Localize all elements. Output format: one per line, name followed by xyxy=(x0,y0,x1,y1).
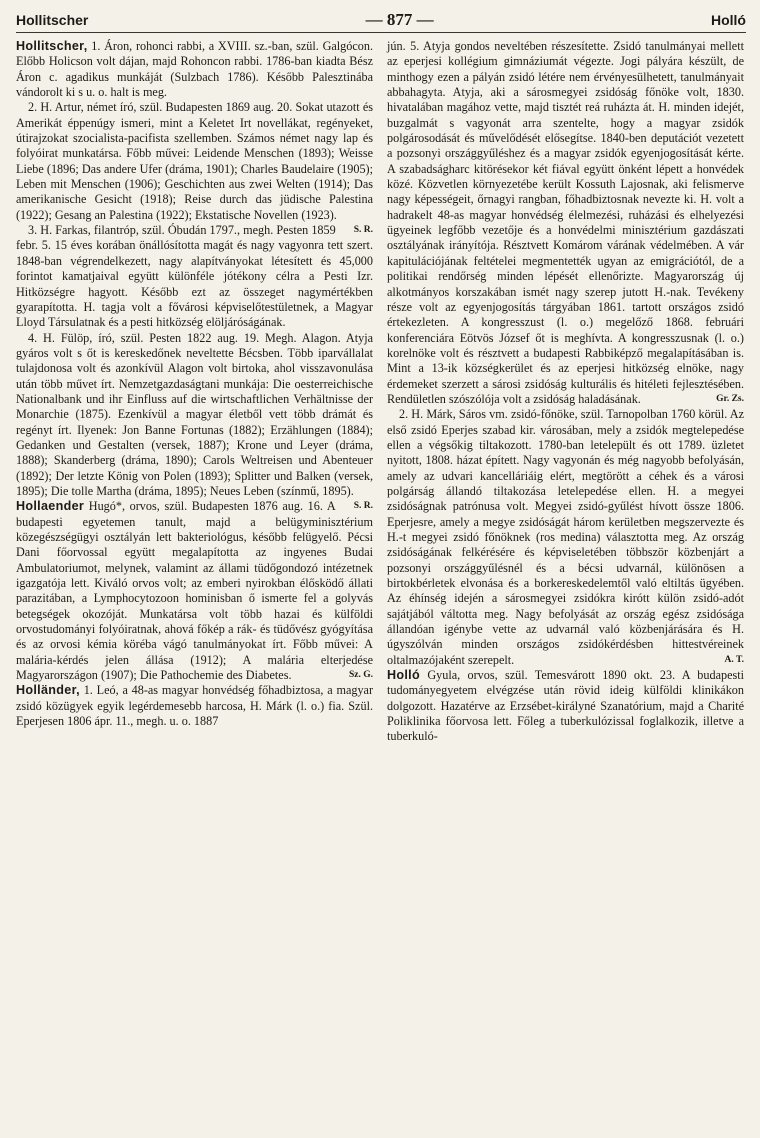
entry-headword: Hollitscher, xyxy=(16,39,88,53)
dictionary-entry xyxy=(16,39,373,100)
right-column xyxy=(387,39,744,745)
author-signature: Sz. G. xyxy=(348,670,373,681)
entry-headword: Holländer, xyxy=(16,683,80,698)
dictionary-entry xyxy=(16,683,373,729)
entry-text: jún. 5. Atyja gondos neveltében részesítette. Zsidó tanulmányai mellett az eperjesi kollégium gimnáziumát végezte. Jogi pályára készült, de minthogy ezen a pályán zsidó létére nem érvényesülhetett, tanulmányait abbahagyta. Atyja, aki a sárosmegyei zsidóság főnöke volt, 1830. hivatalában magához vette, majd tisztét reá ruházta át. H. minden idejét, buzgalmát s vagyonát arra szentelte, hogy a magyar zsidók polgárosodását és művelődését elősegítse. 1840-ben deputációt vezetett a pozsonyi országgyűléshez és a magyar zsidók egyenjogosítását kérte. A szabadságharc kitörésekor két fiával együtt önként lépett a honvédek közé. Közvetlen környezetébe került Kossuth Lajosnak, aki felismerve nagy képességeit, őrnagyi rangban, főhadbiztosnak nevezte ki. H. volt a hadrakelt 48-as magyar honvédség élelmezési, ruházási és elhelyezési ügyeinek legfőbb vezetője és a honvédelmi minisztérium gazdászati osztályának irányítója. Résztvett Komárom várának védelmében. A vár kapitulációjának feltételei megmentették ugyan az emigrációtól, de a politikai rendőrség minden lépését ellenőrizte. Magyarország új alkotmányos korszakában ismét nagy szerep jutott H.-nak. Tevékeny része volt az egyenjogosítás tárgyában 1861. tartott országos zsidó értekezleten. A kongresszust (l. o.) megelőző 1868. februári konferenciára Eötvös József őt is meghívta. A kongresszusnak (l. o.) korelnöke volt és résztvett a budapesti Rabbiképző megalapításában is. Mint a 13-ik községkerület és az eperjesi hitközség elnöke, nagy érdemeket szerzett a sárosi zsidóság kulturális és hitéleti fejlesztésében. Rendületlen szószólója volt a zsidóság haladásának. xyxy=(387,39,744,406)
header-left-guideword: Hollitscher xyxy=(16,12,89,28)
entry-text: 4. H. Fülöp, író, szül. Pesten 1822 aug. 19. Megh. Alagon. Atyja gyáros volt s őt is kereskedőnek neveltette Bécsben. Több iparvállalat tulajdonosa volt és azonkívül Alagon volt birtoka, ahol visszavonulása után több művet írt. Nemzetgazdaságtani munkája: Die oesterreichische Nationalbank und ihr Einfluss auf die wirtschaftlichen Verhältnisse der Monarchie (1875). Ezenkívül a magyar életből vett több drámát és regényt írt. Ilyenek: Jon Banne Fortunas (1882); Erzählungen (1884); Gedanken und Gestalten (versek, 1887); Krone und Leyer (dráma, 1888); Skanderberg (dráma, 1890); Carols Weltreisen und Abenteuer (1892); Der letzte König von Polen (1893); Splitter und Balken (versek, 1895); Die tolle Martha (dráma, 1895); Neues Leben (színmű, 1895). xyxy=(16,330,373,498)
author-signature: S. R. xyxy=(353,225,373,236)
author-signature: S. R. xyxy=(353,501,373,512)
entry-paragraph xyxy=(387,407,744,668)
entry-paragraph xyxy=(16,100,373,236)
entry-text: 1. Leó, a 48-as magyar honvédség főhadbiztosa, a magyar zsidó közügyek egyik legérdemesebb harcosa, H. Márk (l. o.) fia. Szül. Eperjesen 1806 ápr. 11., megh. u. o. 1887 xyxy=(16,683,374,729)
entry-text: Hugó*, orvos, szül. Budapesten 1876 aug. 16. A budapesti egyetemen tanult, majd a belügyminisztérium közegészségügyi osztályán lett bakteriológus, később felügyelő. Pécsi Dani főorvossal együtt megalapította az ingyenes Budai Ambulatoriumot, melynek, valamint az állami tüdőgondozó intézetnek igazgatója lett. Kiváló orvos volt; az emberi nyirokban élősködő állati parazitában, a Lymphocytozoon hominisban ő ismerte fel a golyvás betegségek okozóját. Munkatársa volt több hazai és külföldi orvostudományi folyóiratnak, ahová főkép a rák- és tüdővész gyógyítása és az orvosi kémia köréba vágó tanulmányokat írt. Főbb művei: A malária-kérdés jelen állása (1912); A malária elterjedése Magyarországon (1907); Die Pathochemie des Diabetes. xyxy=(16,499,373,683)
author-signature: Gr. Zs. xyxy=(716,393,744,404)
dictionary-entry xyxy=(387,668,744,745)
entry-headword: Hollaender xyxy=(16,499,85,514)
entry-headword: Holló xyxy=(387,668,420,683)
entry-text: 2. H. Márk, Sáros vm. zsidó-főnöke, szül. Tarnopolban 1760 körül. Az első zsidó Eperjes szabad kir. városában, mely a zsidók megtelepedése ellen a végsőkig tiltakozott. 1780-ban letelepült és ott 1789. üzletet nyitott, 1808. házat épített. Nagy vagyonán és még nagyobb befolyásán, amely az udvari kancelláriáig elért, megtörött a céhek és a városi polgárság állandó tiltakozása letelepedése ellen. H. a megyei zsidóságnak patrónusa volt. Megyei zsidó-gyűlést hívott össze 1806. Eperjesre, amely a megye zsidóságát három kerületben megszervezte és H.-t megyei zsidó főnöknek (ros medina) választotta meg. Az ország zsidóságának felkérésére és képviseletében többször közbenjárt a pozsonyi országgyűlésnél és a bécsi udvarnál, különösen a birtokbérletek elvonása és a borkereskedelemtől való eltiltás ügyében. Az éhínség idején a sárosmegyei zsidókra kirótt külön zsidó-adót sajátjából váltotta meg. Nagy befolyását az ország egész zsidósága állandóan igénybe vette az udvarnál való közbenjárására és H. úgyszólván minden országos zsidókérdésben hittestvéreinek oltalmazójaként szerepelt. xyxy=(387,407,744,667)
two-column-body xyxy=(16,39,746,745)
entry-text: Gyula, orvos, szül. Temesvárott 1890 okt. 23. A budapesti tudományegyetem elvégzése után rövid ideig külföldi klinikákon dolgozott. Hazatérve az Erzsébet-királyné Szanatórium, majd a Charité Poliklinika főorvosa lett. Főleg a tuberkulózissal foglalkozik, illetve a tuberkuló- xyxy=(387,668,744,744)
running-header xyxy=(16,10,746,33)
entry-paragraph xyxy=(16,223,373,330)
dictionary-entry xyxy=(16,499,373,683)
page-number: — 877 — xyxy=(365,10,434,29)
header-right-guideword: Holló xyxy=(710,12,746,28)
entry-text: 3. H. Farkas, filantróp, szül. Óbudán 1797., megh. Pesten 1859 febr. 5. 15 éves korában önállósította magát és nagy vagyonra tett szert. 1848-ban végrendelkezett, nagy alapítványokat létesített és 45,000 forintot kamatjaival együtt különféle jótékony célra a Pesti Izr. Hitközségre hagyott. Később ezt az összeget nagymértékben gyarapította. H. tagja volt a fővárosi képviselőtestületnek, a Magyar Lloyd Társulatnak és a pesti hitközség elöljáróságának. xyxy=(16,223,373,330)
left-column xyxy=(16,39,373,745)
entry-paragraph xyxy=(387,39,744,407)
entry-text: 1. Áron, rohonci rabbi, a XVIII. sz.-ban, szül. Galgócon. Előbb Holicson volt dájan, majd Rohoncon rabbi. 1786-ban kiadta Bész Áron c. agadikus munkáját (Sulzbach 1786). Később Palesztinába vándorolt ki s u. o. halt is meg. xyxy=(16,39,374,100)
entry-text: 2. H. Artur, német író, szül. Budapesten 1869 aug. 20. Sokat utazott és Amerikát éppenúgy ismeri, mint a Keletet Irt novellákat, regényeket, útirajzokat szocialista-pacifista szellemben. Számos német nagy lap és folyóirat munkatársa. Főbb művei: Leidende Menschen (1893); Weisse Liebe (1896; Das andere Ufer (dráma, 1901); Charles Baudelaire (1905); Leben mit Menschen (1906); Geschichten aus zwei Welten (1914); Das amerikanische Gesicht (1918); Reise durch das jüdische Palestina (1922); Gesang an Palestina (1922); Ekstatische Novellen (1923). xyxy=(16,100,373,222)
author-signature: A. T. xyxy=(724,654,744,665)
